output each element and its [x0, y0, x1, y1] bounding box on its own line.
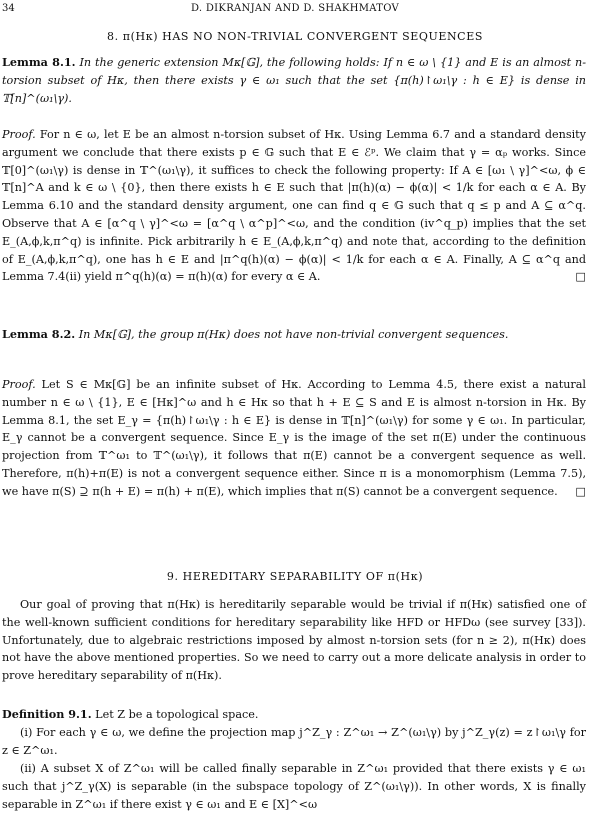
lemma-statement: In the generic extension Mκ[𝔾], the following holds: If n ∈ ω \ {1} and E is an almost n-torsion subset of Hκ, then there exists γ ∈ ω₁ such that the set {π(h)↾ω₁\γ : h ∈ E} is dense in 𝕋[n]^(ω₁\γ).	[2, 56, 587, 105]
section-9-heading: 9. HEREDITARY SEPARABILITY OF π(Hκ)	[166, 570, 424, 583]
lemma-statement: In Mκ[𝔾], the group π(Hκ) does not have non-trivial convergent sequences.	[78, 328, 509, 341]
lemma-8-1	[2, 54, 586, 107]
proof-text: For n ∈ ω, let E be an almost n-torsion subset of Hκ. Using Lemma 6.7 and a standard density argument we conclude that there exists p ∈ 𝔾 such that E ∈ ℰᵖ. We claim that γ = αₚ works. Since 𝕋[0]^(ω₁\γ) is dense in 𝕋^(ω₁\γ), it suffices to check the following property: If A ∈ [ω₁ \ γ]^<ω, ϕ ∈ 𝕋[n]^A and k ∈ ω \ {0}, then there exists h ∈ E such that |π(h)(α) − ϕ(α)| < 1/k for each α ∈ A. By Lemma 6.10 and the standard density argument, one can find q ∈ 𝔾 such that q ≤ p and A ⊆ α^q. Observe that A ∈ [α^q \ γ]^<ω = [α^q \ α^p]^<ω, and the condition (iv^q_p) implies that the set E_(A,ϕ,k,π^q) is infinite. Pick arbitrarily h ∈ E_(A,ϕ,k,π^q) and note that, according to the definition of E_(A,ϕ,k,π^q), one has h ∈ E and |π^q(h)(α) − ϕ(α)| < 1/k for each α ∈ A. Finally, A ⊆ α^q and Lemma 7.4(ii) yield π^q(h)(α) = π(h)(α) for every α ∈ A.	[2, 128, 586, 284]
lemma-8-2	[2, 326, 586, 344]
definition-label: Definition 9.1.	[2, 707, 92, 721]
running-title: D. DIKRANJAN AND D. SHAKHMATOV	[190, 3, 400, 14]
definition-lead: Let Z be a topological space.	[95, 708, 259, 721]
qed-mark: □	[575, 270, 586, 284]
definition-9-1	[2, 706, 586, 724]
proof-lemma-8-1	[2, 126, 586, 286]
qed-mark: □	[575, 484, 586, 498]
running-header	[0, 2, 590, 16]
proof-label: Proof.	[2, 378, 36, 391]
section-9-intro: Our goal of proving that π(Hκ) is hereditarily separable would be trivial if π(Hκ) satisfied one of the well-known sufficient conditions for hereditary separability like HFD or HFDω (see survey [33]). Unfortunately, due to algebraic restrictions imposed by almost n-torsion sets (for n ≥ 2), π(Hκ) does not have the above mentioned properties. So we need to carry out a more delicate analysis in order to prove hereditary separability of π(Hκ).	[2, 598, 586, 683]
lemma-label: Lemma 8.2.	[2, 327, 76, 341]
definition-item-ii: (ii) A subset X of Z^ω₁ will be called finally separable in Z^ω₁ provided that there exists γ ∈ ω₁ such that j^Z_γ(X) is separable (in the subspace topology of Z^(ω₁\γ)). In other words, X is finally separable in Z^ω₁ if there exist γ ∈ ω₁ and E ∈ [X]^<ω	[2, 762, 586, 811]
lemma-label: Lemma 8.1.	[2, 55, 76, 69]
proof-label: Proof.	[2, 128, 36, 141]
definition-item-i: (i) For each γ ∈ ω, we define the projection map j^Z_γ : Z^ω₁ → Z^(ω₁\γ) by j^Z_γ(z) = z↾ω₁\γ for z ∈ Z^ω₁.	[2, 726, 586, 757]
proof-text: Let S ∈ Mκ[𝔾] be an infinite subset of Hκ. According to Lemma 4.5, there exist a natural number n ∈ ω \ {1}, E ∈ [Hκ]^ω and h ∈ Hκ so that h + E ⊆ S and E is almost n-torsion in Hκ. By Lemma 8.1, the set E_γ = {π(h)↾ω₁\γ : h ∈ E} is dense in 𝕋[n]^(ω₁\γ) for some γ ∈ ω₁. In particular, E_γ cannot be a convergent sequence. Since E_γ is the image of the set π(E) under the continuous projection from 𝕋^ω₁ to 𝕋^(ω₁\γ), it follows that π(E) cannot be a convergent sequence as well. Therefore, π(h)+π(E) is not a convergent sequence either. Since π is a monomorphism (Lemma 7.5), we have π(S) ⊇ π(h + E) = π(h) + π(E), which implies that π(S) cannot be a convergent sequence.	[2, 378, 586, 498]
page-number: 34	[2, 3, 15, 14]
proof-lemma-8-2	[2, 376, 586, 501]
section-8-heading: 8. π(Hκ) HAS NO NON-TRIVIAL CONVERGENT SEQUENCES	[107, 30, 483, 43]
